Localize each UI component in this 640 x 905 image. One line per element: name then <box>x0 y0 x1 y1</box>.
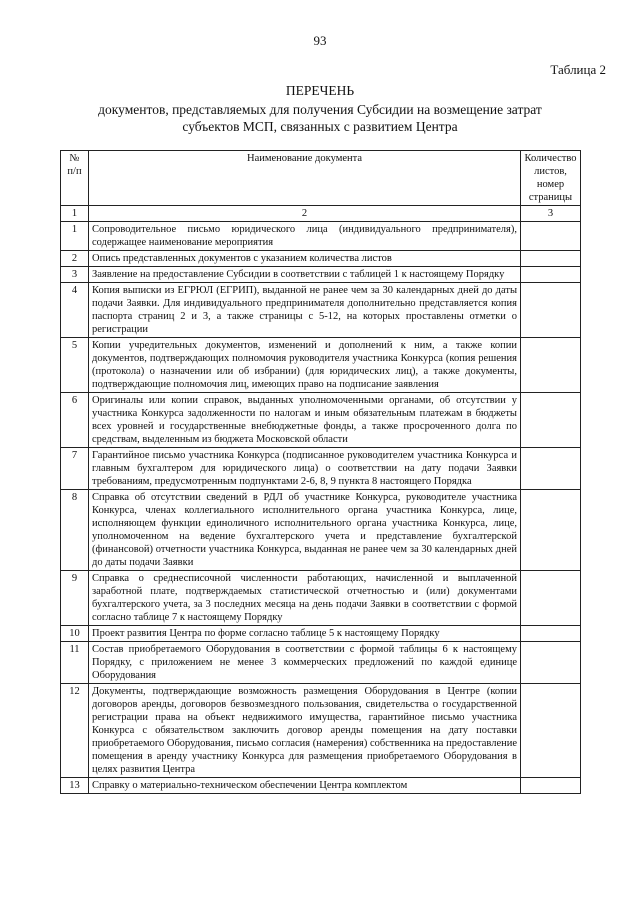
row-page-count <box>521 571 581 626</box>
row-page-count <box>521 267 581 283</box>
table-row <box>61 448 581 490</box>
row-document-name: Копии учредительных документов, изменений и дополнений к ним, а также копии документов, подтверждающих полномочия руководителя участника Конкурса (копия решения (протокола) о назначении или об избрании) (для юридических лиц), а также документы, подтверждающие полномочия лиц, имеющих право на подписание заявления <box>89 338 521 393</box>
documents-table <box>60 150 581 794</box>
row-page-count <box>521 778 581 794</box>
row-page-count <box>521 684 581 778</box>
row-number: 8 <box>61 490 89 571</box>
table-row <box>61 283 581 338</box>
table-row <box>61 251 581 267</box>
row-document-name: Проект развития Центра по форме согласно таблице 5 к настоящему Порядку <box>89 626 521 642</box>
table-row <box>61 338 581 393</box>
row-page-count <box>521 642 581 684</box>
row-document-name: Копия выписки из ЕГРЮЛ (ЕГРИП), выданной не ранее чем за 30 календарных дней до даты подачи Заявки. Для индивидуального предпринимателя дополнительно представляется копия паспорта страниц 2 и 3, а также страницы с 5-12, на которых проставлены отметки о регистрации <box>89 283 521 338</box>
table-row <box>61 778 581 794</box>
row-number: 7 <box>61 448 89 490</box>
index-cell: 2 <box>89 206 521 222</box>
row-document-name: Сопроводительное письмо юридического лица (индивидуального предпринимателя), содержащее наименование мероприятия <box>89 222 521 251</box>
row-document-name: Состав приобретаемого Оборудования в соответствии с формой таблицы 6 к настоящему Порядку, с приложением не менее 3 коммерческих предложений по каждой единице Оборудования <box>89 642 521 684</box>
row-document-name: Справка о среднесписочной численности работающих, начисленной и выплаченной заработной плате, подтверждаемых статистической отчетностью и (или) документами бухгалтерского учета, за 3 последних месяца на день подачи Заявки в соответствии с формой согласно таблице 7 к настоящему Порядку <box>89 571 521 626</box>
row-number: 9 <box>61 571 89 626</box>
header-document-name: Наименование документа <box>89 151 521 206</box>
row-page-count <box>521 283 581 338</box>
table-row <box>61 684 581 778</box>
row-page-count <box>521 448 581 490</box>
row-number: 2 <box>61 251 89 267</box>
header-number: № п/п <box>61 151 89 206</box>
index-cell: 3 <box>521 206 581 222</box>
row-document-name: Справку о материально-техническом обеспечении Центра комплектом <box>89 778 521 794</box>
row-document-name: Документы, подтверждающие возможность размещения Оборудования в Центре (копии договоров аренды, договоров безвозмездного пользования, свидетельства о государственной регистрации права на объект недвижимого имущества, гарантийное письмо участника Конкурса с обязательством заключить договор аренды помещения на дату поставки приобретаемого Оборудования, письмо согласия (намерения) собственника на предоставление помещения в аренду участнику Конкурса для размещения приобретаемого Оборудования в целях развития Центра <box>89 684 521 778</box>
document-title: ПЕРЕЧЕНЬ <box>285 83 355 98</box>
row-number: 11 <box>61 642 89 684</box>
row-page-count <box>521 626 581 642</box>
table-row <box>61 626 581 642</box>
row-document-name: Справка об отсутствии сведений в РДЛ об участнике Конкурса, руководителе участника Конкурса, членах коллегиального исполнительного органа участника Конкурса, лице, исполняющем функции единоличного исполнительного органа участника Конкурса, лице, уполномоченном на ведение бухгалтерского учета и представление бухгалтерской (финансовой) отчетности участника Конкурса, выданная не ранее чем за 30 календарных дней до даты подачи Заявки <box>89 490 521 571</box>
table-row <box>61 267 581 283</box>
row-number: 10 <box>61 626 89 642</box>
row-page-count <box>521 338 581 393</box>
row-number: 5 <box>61 338 89 393</box>
row-number: 12 <box>61 684 89 778</box>
table-row <box>61 571 581 626</box>
row-document-name: Гарантийное письмо участника Конкурса (подписанное руководителем участника Конкурса и главным бухгалтером для юридического лица) о соответствии на дату подачи Заявки требованиям, предусмотренным подпунктами 2-6, 8, 9 пункта 8 настоящего Порядка <box>89 448 521 490</box>
row-number: 3 <box>61 267 89 283</box>
document-subtitle: документов, представляемых для получения Субсидии на возмещение затрат субъектов МСП, связанных с развитием Центра <box>98 102 542 134</box>
row-page-count <box>521 490 581 571</box>
row-number: 13 <box>61 778 89 794</box>
table-row <box>61 490 581 571</box>
table-index-row <box>61 206 581 222</box>
row-number: 4 <box>61 283 89 338</box>
table-label: Таблица 2 <box>550 62 606 77</box>
row-page-count <box>521 222 581 251</box>
row-document-name: Опись представленных документов с указанием количества листов <box>89 251 521 267</box>
header-page-count: Количество листов, номер страницы <box>521 151 581 206</box>
row-number: 6 <box>61 393 89 448</box>
row-page-count <box>521 251 581 267</box>
table-header-row <box>61 151 581 206</box>
row-page-count <box>521 393 581 448</box>
row-number: 1 <box>61 222 89 251</box>
table-row <box>61 642 581 684</box>
page-number: 93 <box>313 33 327 48</box>
index-cell: 1 <box>61 206 89 222</box>
table-row <box>61 393 581 448</box>
row-document-name: Заявление на предоставление Субсидии в соответствии с таблицей 1 к настоящему Порядку <box>89 267 521 283</box>
table-row <box>61 222 581 251</box>
row-document-name: Оригиналы или копии справок, выданных уполномоченными органами, об отсутствии у участника Конкурса задолженности по налогам и иным обязательным платежам в бюджеты всех уровней и государственные внебюджетные фонды, а также просроченного долга по средствам, выделенным из бюджета Московской области <box>89 393 521 448</box>
